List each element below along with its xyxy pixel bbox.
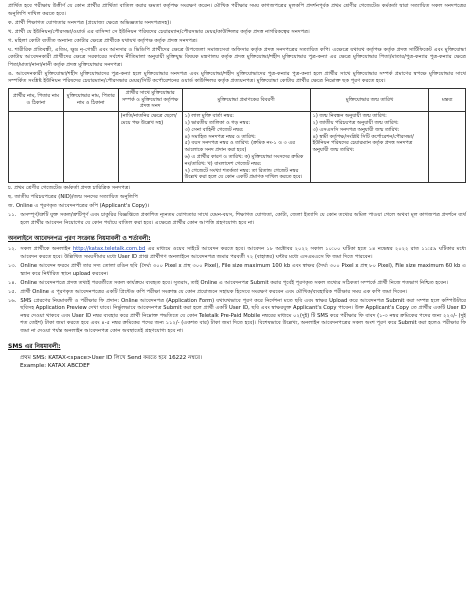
clause-number: ১২. <box>8 246 17 253</box>
after-item-chha: ছ. জাতীয় পরিচয়পত্রের (NID)/জন্ম সনদের সত্যায়িত অনুলিপি <box>8 194 138 201</box>
table-header-applicant: প্রার্থীর নাম, পিতার নাম ও ঠিকানা <box>9 88 64 111</box>
after-item-ja: জ. Online এ পূরণকৃত আবেদনপত্রের কপি (Applicant's Copy)। <box>8 203 149 210</box>
table-header-birthdate: মুক্তিযোদ্ধার জন্ম তারিখ <box>310 88 429 111</box>
clause-number: ১৩. <box>8 262 17 269</box>
table-header-relation: প্রার্থীর সাথে মুক্তিযোদ্ধার সম্পর্ক ও মুক্তিযোদ্ধা কর্তৃপক্ষ প্রদত্ত সনদ <box>118 88 182 111</box>
table-header-row <box>9 88 466 111</box>
table-header-proof: মুক্তিযোদ্ধা প্রমাণকের বিবরণী <box>182 88 310 111</box>
clause-16 <box>8 298 466 336</box>
application-link[interactable]: http://katax.teletalk.com.bd <box>72 246 146 253</box>
table-cell-proof: ১) লাল মুক্তি বার্তা নম্বর: ২) ভারতীয় তালিকা ও গড় নম্বর: ৩) সেনা বাহিনী গেজেট নম্বর: ৪) সমাহিত সনদপত্র নম্বর ও তারিখ: ৫) বয়স সনদপত্র নম্বর ও তারিখ: (ক্রমিক নং-১ ও ৩ এর আলোকে সনদ প্রদান করা হবে) ৬) এ প্রার্থীর কারণ ও তারিখ: ক) মুক্তিযোদ্ধা সংসদের ক্রমিক নং/তারিখ: খ) বাংলাদেশ গেজেট নম্বর: ৭) গেজেটে সংখ্যা শতর্কতা নম্বর: তা রিতান্ড গেজেট নম্বর উল্লেখ করা হলে যে কোন একটি প্রমাণক দাখিল করতে হবে। <box>182 112 310 183</box>
clause-number: ১৬. <box>8 297 17 304</box>
table-header-fighter: মুক্তিযোদ্ধার নাম, পিতার নাম ও ঠিকানা <box>63 88 118 111</box>
clause-text <box>20 246 466 261</box>
clause-15 <box>8 289 466 297</box>
table-cell-remarks[interactable] <box>429 112 466 183</box>
online-rules-heading: অনলাইনে আবেদনপত্র পূরণ সংক্রান্ত নিয়মাবলী ও শর্তাবলী: <box>8 235 151 243</box>
after-item-cha: চ. প্রথম শ্রেণীর গেজেটেড কর্মকর্তা প্রদত্ত চারিত্রিক সনদপত্র। <box>8 185 131 192</box>
top-item-ka: ক. প্রার্থী শিক্ষাগত যোগ্যতার সনদপত্র (প্রযোজ্য ক্ষেত্রে অভিজ্ঞতার সনদপত্রসহ)। <box>8 19 172 26</box>
top-item-gha: ঘ. শারীরিক প্রতিবন্ধী, এতিম, ক্ষুদ্র নৃ-গোষ্ঠী এবং আনসার ও ভিডিপি প্রার্থীদের ক্ষেত্রে উপজেলা সমাজসেবা অফিসার কর্তৃক প্রদত্ত সনদপত্রের সত্যায়িত কপি। এক্ষেত্রে যথাযথ কর্তৃপক্ষ কর্তৃক প্রদত্ত সার্টিফিকেট এবং মুক্তিযোদ্ধা কোটায় আবেদনকারী প্রার্থীদের ক্ষেত্রে সরকারের সর্বশেষ নীতিমালা অনুযায়ী মুক্তিযুদ্ধ বিষয়ক মন্ত্রণালয় কর্তৃক প্রদত্ত মুক্তিযোদ্ধা/শহীদ মুক্তিযোদ্ধার পুত্র-কন্যা এর ক্ষেত্রে মুক্তিযোদ্ধার পিতা/মাতার/পুত্র-কন্যার পুত্র-কন্যার ক্ষেত্রে পিতা/মাতা/নানা/নানী কর্তৃক প্রদত্ত মুক্তিযোদ্ধার সনদপত্র। <box>8 46 466 68</box>
sms-example-line: Example: KATAX ABCDEF <box>20 363 90 370</box>
clause-number: ১৫. <box>8 288 17 295</box>
table-cell-birthdate: ১) জন্ম নিবন্ধন অনুযায়ী জন্ম তারিখ: ২) জাতীয় পরিচয়পত্র অনুযায়ী জন্ম তারিখ: ৩) এসএসসি সনদপত্র অনুযায়ী জন্ম তারিখ: ৪) স্বামী কর্তৃপক্ষ/সংশ্লিষ্ট সিটি কর্পোরেশন/পৌরসভা/ ইউনিয়ন পরিষদের চেয়ারম্যান কর্তৃক প্রদত্ত সনদপত্র অনুযায়ী জন্ম তারিখ: <box>310 112 429 183</box>
clause-14 <box>8 280 466 288</box>
clause-13 <box>8 263 466 278</box>
top-item-kha: খ. প্রার্থী যে ইউনিয়ন/পৌরসভা/ওয়ার্ড এর বাসিন্দা সে ইউনিয়ন পরিষদের চেয়ারম্যান/পৌরসভার মেয়র/কাউন্সিলর কর্তৃক প্রদত্ত নাগরিকত্বের সনদপত্র। <box>8 28 310 35</box>
clause-12 <box>8 246 466 261</box>
top-item-ga: গ. মহিলা কোটা ব্যতীত অন্যান্য কোটার ক্ষেত্রে প্রার্থীকে যথাযথ কর্তৃপক্ষ কর্তৃক প্রদত্ত সনদপত্র। <box>8 37 198 44</box>
freedom-fighter-table <box>8 88 466 183</box>
table-cell-fighter[interactable] <box>63 112 118 183</box>
sms-rules-heading: SMS এর নিয়মাবলী: <box>8 343 61 351</box>
table-row <box>9 112 466 183</box>
clause-text: Online আবেদন ফরমে প্রার্থী তার সদ্য তোলা রঙিন ছবি (দৈর্ঘ্য ৩০০ Pixel x প্রস্থ ৩০০ Pixel), File size maximum 100 kb এবং স্বাক্ষর (দৈর্ঘ্য ৩০০ Pixel x প্রস্থ ৮০ Pixel), File size maximum 60 kb এ স্ক্যান করে নির্ধারিত স্থানে upload করবেন। <box>20 262 466 277</box>
clause-number: ১১. <box>8 212 17 219</box>
table-cell-applicant[interactable] <box>9 112 64 183</box>
clause-text-a: সকল প্রার্থীকে অনলাইন <box>20 246 73 253</box>
table-header-remarks: মন্তব্য <box>429 88 466 111</box>
top-item-umo: ঙ. আবেদনকারী মুক্তিযোদ্ধা/শহীদ মুক্তিযোদ্ধাদের পুত্র-কন্যা হলে মুক্তিযোদ্ধার সনদপত্র এবং মুক্তিযোদ্ধা/শহীদ মুক্তিযোদ্ধাদের পুত্র-কন্যার পুত্র-কন্যা হলে প্রার্থীর সাথে মুক্তিযোদ্ধার সম্পর্ক প্রমাণের স্বপক্ষে মুক্তিযোদ্ধার সাথে সম্পর্কিত সংশ্লিষ্ট ইউনিয়ন পরিষদের চেয়ারম্যান/পৌরসভার মেয়র/সিটি কর্পোরেশনের ওয়ার্ড কাউন্সিলর কর্তৃক প্রত্যয়নপত্র। মুক্তিযোদ্ধা কোটায় প্রার্থীর ক্ষেত্রে নিম্নোক্ত ছক পূরণ করতে হবে। <box>8 70 466 85</box>
table-cell-relation: (নাতি/নাতনির ক্ষেত্রে ছেলে/মেয়ে পক্ষ উল্লেখ সহ) <box>118 112 182 183</box>
top-paragraph-1: প্রার্থিত হবে পরীক্ষায় উত্তীর্ণ যে কোন প্রার্থীর প্রার্থিতা বাতিল করার ক্ষমতা কর্তৃপক্ষ সংরক্ষণ করেন। মৌখিক পরীক্ষার সময় কাগজপত্রের মূলকপি প্রদর্শনপূর্বক প্রথম শ্রেণীর গেজেটেড কর্মকর্তা দ্বারা সত্যায়িত সকল সনদপত্রের অনুলিপি দাখিল করতে হবে। <box>8 3 466 17</box>
sms-first-line: প্রথম SMS: KATAX<space>User ID লিখে Send করতে হবে 16222 নম্বরে। <box>20 355 203 362</box>
clause-text-b: এর মাধ্যমে ওয়েব সাইটে আবেদন করতে হবে। আবেদন ১৮ অক্টোবর ২০২২ সকাল ১০:০০ ঘটিকা হতে ১৪ নভেম্বর ২০২২ রাত ১১:৫৯ ঘটিকার মধ্যে আবেদন করতে হবে। উল্লিখিত সময়সীমার মধ্যে User ID প্রাপ্ত প্রার্থীগণ অনলাইনে আবেদনপত্র জমার পরবর্তী ৭২ (বাহাত্তর) ঘন্টার মধ্যে এসএমএসে ফি জমা দিতে পারবেন। <box>20 246 466 260</box>
clause-text: Online আবেদনপত্রে প্রদত্ত তথ্যই পরবর্তীতে সকল কার্যক্রমে ব্যবহৃত হবে। সুতরাং, তাই Online এ আবেদনপত্র Submit করার পূর্বেই পূরণকৃত সকল তথ্যের সঠিকতা সম্পর্কে প্রার্থী নিজে শতভাগ নিশ্চিত হবেন। <box>20 279 449 286</box>
clause-11 <box>8 212 466 227</box>
clause-text: SMS প্রেরণের নিয়মাবলী ও পরীক্ষার ফি প্রদান: Online আবেদনপত্র (Application Form) যথাযথভাবে পূরণ করে নির্দেশনা মতে ছবি এবং স্বাক্ষর Upload করে আবেদনপত্র Submit করা সম্পন্ন হলে কম্পিউটারে ছবিসহ Application Preview দেখা যাবে। নির্ভুলভাবে আবেদনপত্র Submit করা হলে প্রার্থী একটি User ID, ছবি এবং স্বাক্ষরযুক্ত Applicant's Copy পাবেন। উক্ত Applicant's Copy তে প্রার্থীর একটি User ID নম্বর দেওয়া থাকবে এবং User ID নম্বর ব্যবহার করে প্রার্থী নিম্নোক্ত পদ্ধতিতে যে কোন Teletalk Pre-Paid Mobile নম্বরের মাধ্যমে ০২(দুই) টি SMS করে পরীক্ষার ফি বাবদ (১-৩ নম্বর ক্রমিকের পদের জন্য ২২৩/- (দুই শত তেইশ) টাকা জমা করতে হবে এবং ৪-৫ নম্বর ক্রমিকের পদের জন্য ১১২/- (একশত বার) টাকা জমা দিতে হবে)। বিশেষভাবে উল্লেখ্য, অনলাইন আবেদনপত্রের সকল অংশ পূরণ করে Submit করা হলেও পরীক্ষার ফি জমা না দেওয়া পর্যন্ত অনলাইন আবেদনপত্র কোন অবস্থাতেই গ্রহণযোগ্য হবে না। <box>20 297 466 334</box>
clause-text: প্রার্থী Online এ পূরণকৃত আবেদনপত্রের একটি প্রিন্টেড কপি পরীক্ষা সংক্রান্ত যে কোন প্রয়োজনে সহায়ক হিসেবে সংরক্ষণ করবেন এবং মৌখিক/ব্যবহারিক পরীক্ষার সময় এক কপি জমা দিবেন। <box>20 288 408 295</box>
clause-number: ১৪. <box>8 279 17 286</box>
clause-text: অসম্পূর্ণ/ত্রুটি যুক্ত সকল/ত্রুটিপূর্ণ এবং চাকুরির বিজ্ঞপ্তিতে প্রকাশিত ন্যূনতম যোগ্যতার সাথে যেমন-বয়স, শিক্ষাগত যোগ্যতা, কোটা, জেলা ইত্যাদি যে কোন তথ্যের অমিল পাওয়া গেলে অথবা মূল কাগজপত্র প্রদর্শনে ব্যর্থ হলে প্রার্থীর আবেদন নিয়োগের যে কোন পর্যায়ে বাতিল করা হবে। এক্ষেত্রে প্রার্থীর কোন আপত্তি গ্রহণযোগ্য হবে না। <box>20 212 466 226</box>
